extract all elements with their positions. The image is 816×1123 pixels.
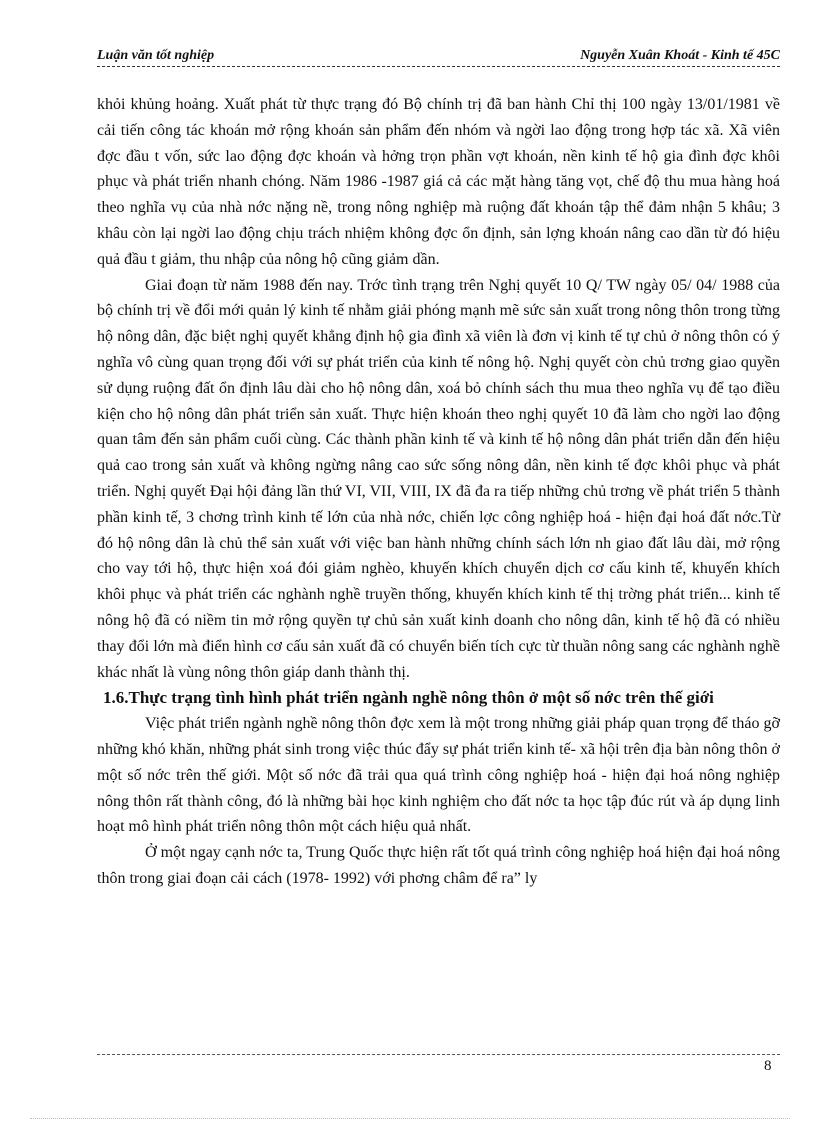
page-bottom-divider bbox=[30, 1118, 790, 1119]
paragraph-2: Giai đoạn từ năm 1988 đến nay. Trớc tình trạng trên Nghị quyết 10 Q/ TW ngày 05/ 04/ 1988 của bộ chính trị về đổi mới quản lý kinh tế nhằm giải phóng mạnh mẽ sức sản xuất trong nông thôn trong từng hộ nông dân, đặc biệt nghị quyết khẳng định hộ gia đình xã viên là đơn vị kinh tế tự chủ ở nông thôn có ý nghĩa vô cùng quan trọng đối với sự phát triển của kinh tế nông hộ. Nghị quyết còn chủ trơng giao quyền sử dụng ruộng đất ổn định lâu dài cho hộ nông dân, xoá bỏ chính sách thu mua theo nghĩa vụ để tạo điều kiện cho hộ nông dân phát triển sản xuất. Thực hiện khoán theo nghị quyết 10 đã làm cho ngời lao động quan tâm đến sản phẩm cuối cùng. Các thành phần kinh tế và kinh tế hộ nông dân phát triển dẫn đến hiệu quả cao trong sản xuất và không ngừng nâng cao sức sống nông dân, nền kinh tế đợc khôi phục và phát triển. Nghị quyết Đại hội đảng lần thứ VI, VII, VIII, IX đã đa ra tiếp những chủ trơng về phát triển 5 thành phần kinh tế, 3 chơng trình kinh tế lớn của nhà nớc, chiến lợc công nghiệp hoá - hiện đại hoá đất nớc.Từ đó hộ nông dân là chủ thể sản xuất với việc ban hành những chính sách lớn nh giao đất lâu dài, mở rộng cho vay tới hộ, thực hiện xoá đói giảm nghèo, khuyến khích chuyển dịch cơ cấu kinh tế, khuyến khích khôi phục và phát triển các nghành nghề truyền thống, khuyến khích kinh tế thị trờng phát triển... kinh tế nông hộ đã có niềm tin mở rộng quyền tự chủ sản xuất kinh doanh cho nông dân, kinh tế hộ đã có nhiều thay đổi lớn mà điển hình cơ cấu sản xuất đã có chuyển biến tích cực từ thuần nông sang các nghành nghề khác nhất là vùng nông thôn giáp danh thành thị. bbox=[97, 276, 780, 681]
footer-divider bbox=[97, 1054, 780, 1055]
document-body bbox=[97, 92, 780, 892]
page-number: 8 bbox=[764, 1058, 772, 1074]
section-heading: 1.6.Thực trạng tình hình phát triển ngành nghề nông thôn ở một số nớc trên thế giới bbox=[103, 688, 714, 708]
paragraph-1: khỏi khủng hoảng. Xuất phát từ thực trạng đó Bộ chính trị đã ban hành Chỉ thị 100 ngày 13/01/1981 về cải tiến công tác khoán mở rộng khoán sản phẩm đến nhóm và ngời lao động trong hợp tác xã. Xã viên đợc đầu t vốn, sức lao động đợc khoán và hởng trọn phần vợt khoán, nền kinh tế hộ gia đình đợc khôi phục và phát triển nhanh chóng. Năm 1986 -1987 giá cả các mặt hàng tăng vọt, chế độ thu mua hàng hoá theo nghĩa vụ của nhà nớc nặng nề, trong nông nghiệp mà ruộng đất khoán tập thể đảm nhận 5 khâu; 3 khâu còn lại ngời lao động chịu trách nhiệm không đợc ổn định, sản lợng khoán nâng cao dần từ đó hiệu quả đầu t giảm, thu nhập của nông hộ cũng giảm dần. bbox=[97, 96, 780, 268]
header-thesis-label: Luận văn tốt nghiệp bbox=[97, 48, 215, 63]
header-author-label: Nguyễn Xuân Khoát - Kinh tế 45C bbox=[580, 48, 780, 63]
paragraph-3: Việc phát triển ngành nghề nông thôn đợc xem là một trong những giải pháp quan trọng để tháo gỡ những khó khăn, những phát sinh trong việc thúc đẩy sự phát triển kinh tế- xã hội trên địa bàn nông thôn ở một số nớc trên thế giới. Một số nớc đã trải qua quá trình công nghiệp hoá - hiện đại hoá nông nghiệp nông thôn rất thành công, đó là những bài học kinh nghiệm cho đất nớc ta học tập đúc rút và áp dụng linh hoạt mô hình phát triển nông thôn một cách hiệu quả nhất. bbox=[97, 715, 780, 836]
page-header bbox=[97, 48, 780, 67]
paragraph-4: Ở một ngay cạnh nớc ta, Trung Quốc thực hiện rất tốt quá trình công nghiệp hoá hiện đại hoá nông thôn trong giai đoạn cải cách (1978- 1992) với phơng châm để ra” ly bbox=[97, 844, 780, 887]
